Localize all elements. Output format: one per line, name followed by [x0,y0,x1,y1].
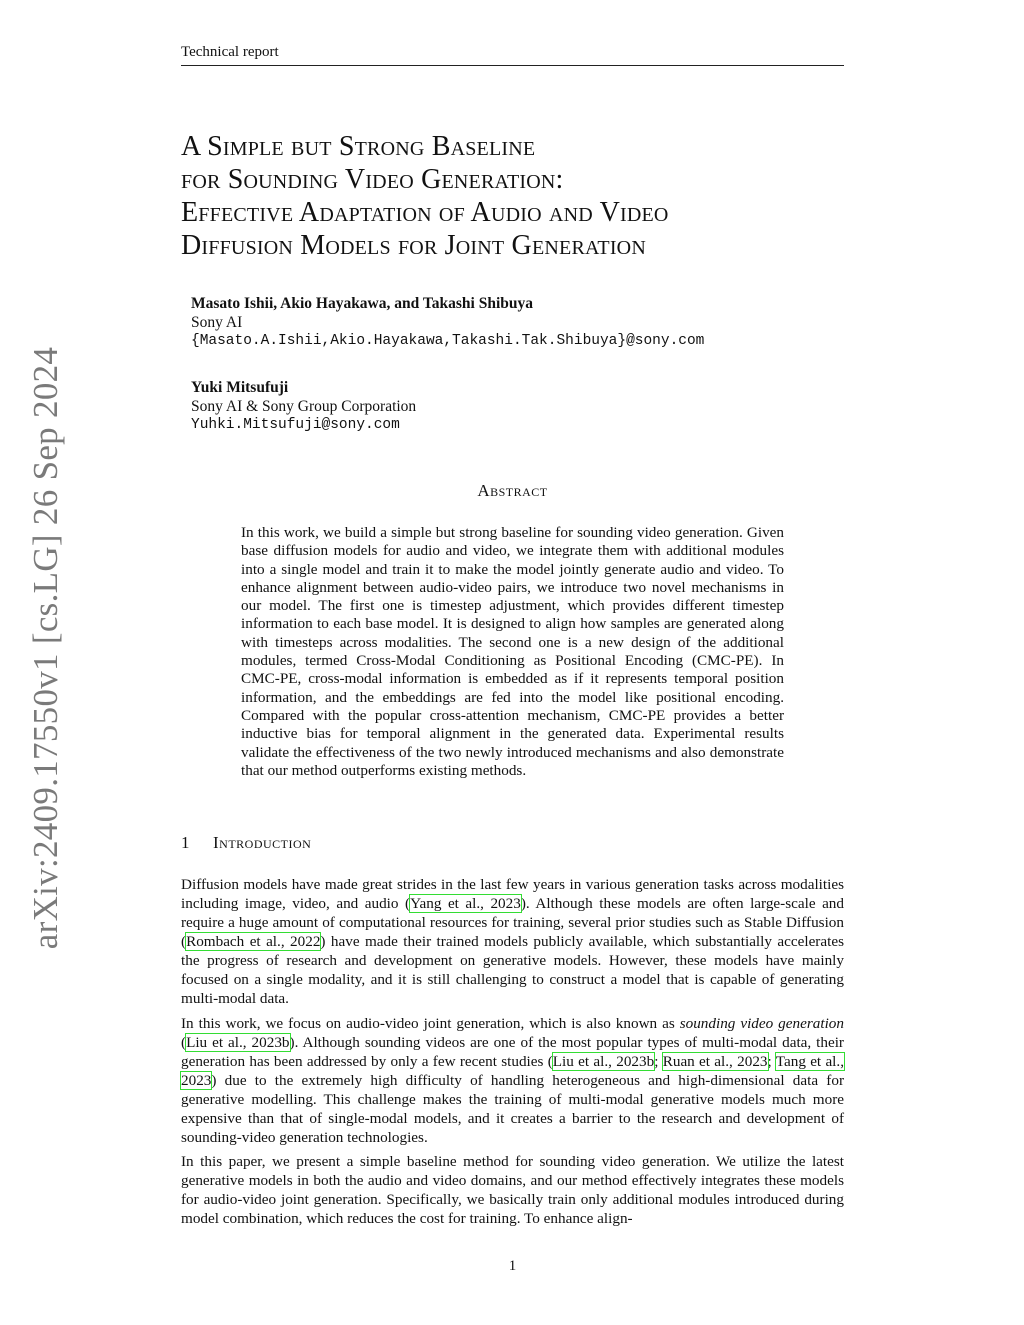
citation-link[interactable]: Tang et al., 2023 [181,1053,844,1089]
abstract-text: In this work, we build a simple but strong baseline for sounding video generation. Given base diffusion models for audio and video, we integrate them with additional modules into a single model and train it to make the model jointly generate audio and video. To enhance alignment between audio-video pairs, we introduce two novel mechanisms in our model. The first one is timestep adjustment, which provides different timestep information to each base model. It is designed to align how samples are generated along with timesteps across modalities. The second one is a new design of the additional modules, termed Cross-Modal Conditioning as Positional Encoding (CMC-PE). In CMC-PE, cross-modal information is embedded as if it represents temporal position information, and the embeddings are fed into the model like positional encoding. Compared with the popular cross-attention mechanism, CMC-PE provides a better inductive bias for temporal alignment in the generated data. Experimental results validate the effectiveness of the two newly introduced mechanisms and also demonstrate that our method outperforms existing methods. [241,524,784,779]
text-run: ). Although these models are often large-scale and require a huge amount of computational resources for training, several prior studies such as Stable Diffusion ( [181,895,844,950]
author-names: Masato Ishii, Akio Hayakawa, and Takashi Shibuya [191,295,533,312]
text-run: Diffusion models have made great strides in the last few years in various generation tasks across modalities including image, video, and audio ( [181,876,844,912]
author-block-2 [191,378,831,435]
text-run: ( [181,1034,187,1051]
arxiv-stamp: arXiv:2409.17550v1 [cs.LG] 26 Sep 2024 [26,346,65,950]
title-line: for Sounding Video Generation: [181,164,564,195]
intro-paragraph-3: In this paper, we present a simple baseline method for sounding video generation. We utilize the latest generative models in both the audio and video domains, and our method effectively integrates these models for audio-video joint generation. Specifically, we basically train only additional modules introduced during model combination, which reduces the cost for training. To enhance align- [181,1153,844,1227]
section-heading [181,833,311,853]
running-header: Technical report [181,44,279,60]
text-run: In this work, we focus on audio-video joint generation, which is also known as [181,1015,680,1032]
text-run: ) due to the extremely high difficulty of handling heterogeneous and high-dimensional data for generative modelling. This challenge makes the training of multi-modal generative models much more expensive than that of single-modal models, and it creates a barrier to the research and development of sounding-video generation technologies. [181,1072,844,1146]
author-email: Yuhki.Mitsufuji@sony.com [191,417,400,433]
title-line: A Simple but Strong Baseline [181,131,536,162]
author-names: Yuki Mitsufuji [191,379,289,396]
header-rule [181,65,844,66]
title-line: Effective Adaptation of Audio and Video [181,197,669,228]
author-affiliation: Sony AI [191,314,243,331]
author-email: {Masato.A.Ishii,Akio.Hayakawa,Takashi.Tak.Shibuya}@sony.com [191,333,705,349]
section-number: 1 [181,833,190,852]
page-number: 1 [508,1258,517,1274]
intro-paragraph-1 [181,875,844,1008]
citation-link[interactable]: Rombach et al., 2022 [186,933,321,950]
abstract-heading: Abstract [477,481,548,500]
text-run: ; [767,1053,776,1070]
author-block-1 [191,294,831,351]
citation-link[interactable]: Liu et al., 2023b [552,1053,655,1070]
text-run: ; [654,1053,663,1070]
citation-link[interactable]: Ruan et al., 2023 [662,1053,768,1070]
text-run: ) have made their trained models publicly available, which substantially accelerates the progress of research and development on generative models. However, these models have mainly focused on a single modality, and it is still challenging to construct a model that is capable of generating multi-modal data. [181,933,844,1007]
section-title: Introduction [213,833,312,852]
emphasis-text: sounding video generation [679,1015,844,1032]
title-line: Diffusion Models for Joint Generation [181,230,646,261]
text-run: ). Although sounding videos are one of the most popular types of multi-modal data, their generation has been addressed by only a few recent studies ( [181,1034,844,1070]
author-affiliation: Sony AI & Sony Group Corporation [191,398,417,415]
citation-link[interactable]: Yang et al., 2023 [410,895,521,912]
citation-link[interactable]: Liu et al., 2023b [186,1034,290,1051]
intro-paragraph-2 [181,1014,844,1147]
paper-title [181,130,861,262]
